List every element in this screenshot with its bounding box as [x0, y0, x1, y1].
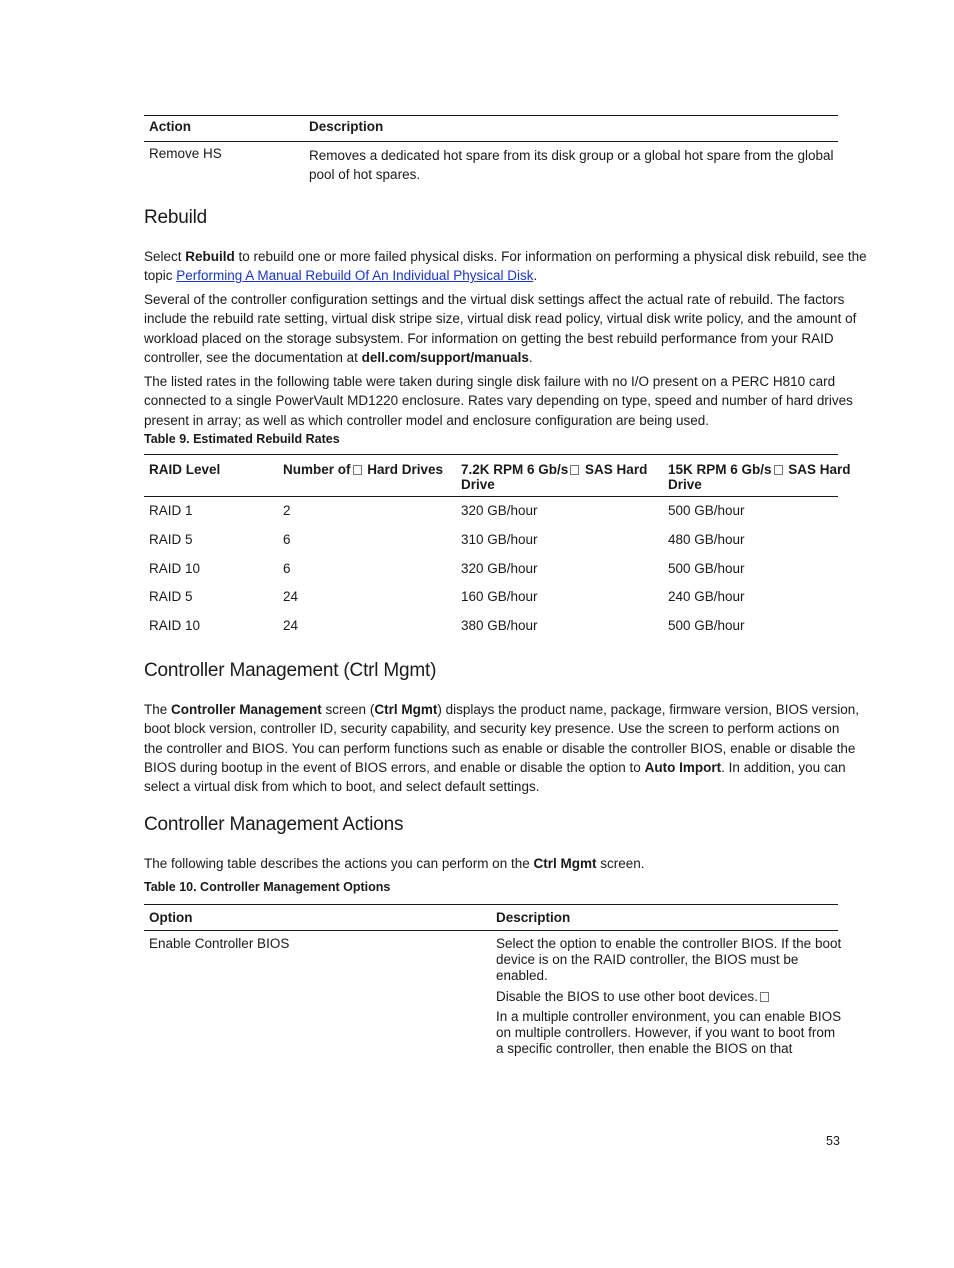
- th-description: Description: [496, 910, 571, 925]
- text-line: include the rebuild rate setting, virtual disk stripe size, virtual disk read policy, virtual disk write policy, and the amount of: [144, 311, 857, 327]
- th-15k: [668, 462, 851, 492]
- section-heading-ctrl-mgmt: Controller Management (Ctrl Mgmt): [144, 660, 437, 681]
- ctrl-mgmt-paragraph: [144, 700, 859, 796]
- cell-72k: 160 GB/hour: [461, 589, 538, 604]
- cell-15k: 500 GB/hour: [668, 561, 745, 576]
- text: BIOS during bootup in the event of BIOS errors, and enable or disable the option to: [144, 759, 645, 775]
- missing-glyph-icon: [570, 465, 579, 475]
- table-header-action: Action: [149, 119, 191, 134]
- table-header-description: Description: [309, 119, 384, 134]
- cell-15k: 500 GB/hour: [668, 503, 745, 518]
- table-row: [144, 532, 838, 561]
- text: The following table describes the actions you can perform on the: [144, 856, 534, 871]
- section-heading-ctrl-actions: Controller Management Actions: [144, 814, 404, 835]
- text-line: present in array; as well as which controller model and enclosure configuration are being used.: [144, 412, 710, 428]
- rebuild-rows: [144, 503, 838, 647]
- text: Disable the BIOS to use other boot devices.: [496, 989, 758, 1004]
- th-raid-level: RAID Level: [149, 462, 221, 477]
- section-heading-rebuild: Rebuild: [144, 207, 208, 228]
- cell-72k: 320 GB/hour: [461, 503, 538, 518]
- text: controller, see the documentation at: [144, 349, 362, 365]
- table-cell-description: [309, 146, 834, 185]
- rebuild-paragraph-1: [144, 247, 867, 286]
- cell-option: Enable Controller BIOS: [149, 936, 290, 951]
- text-line: enabled.: [496, 968, 548, 983]
- ui-term: Controller Management: [171, 702, 322, 717]
- missing-glyph-icon: [774, 465, 783, 475]
- cell-raid: RAID 10: [149, 618, 201, 633]
- text: 7.2K RPM 6 Gb/s: [461, 462, 569, 477]
- table-rule: [144, 141, 838, 142]
- text-line: boot block version, controller ID, security capability, and security key presence. Use the screen to perform actions on: [144, 721, 840, 737]
- text-line: Select the option to enable the controller BIOS. If the boot: [496, 936, 842, 951]
- text: SAS Hard: [784, 462, 851, 477]
- cell-raid: RAID 1: [149, 503, 193, 518]
- text: .: [528, 349, 533, 365]
- text-line: a specific controller, then enable the BIOS on that: [496, 1041, 793, 1056]
- cell-raid: RAID 10: [149, 561, 201, 576]
- text: topic: [144, 268, 177, 284]
- cell-15k: 480 GB/hour: [668, 532, 745, 547]
- text: Drive: [461, 477, 495, 492]
- table-rule: [144, 115, 838, 116]
- text: .: [533, 268, 538, 284]
- link-manual-rebuild[interactable]: Performing A Manual Rebuild Of An Individual Physical Disk: [176, 268, 534, 284]
- missing-glyph-icon: [760, 992, 769, 1002]
- text: to rebuild one or more failed physical disks. For information on performing a physical disk rebuild, see the: [234, 249, 867, 264]
- rebuild-paragraph-2: [144, 290, 856, 367]
- text: screen.: [596, 856, 645, 871]
- cell-drives: 6: [283, 532, 291, 547]
- desc-line: Removes a dedicated hot spare from its disk group or a global hot spare from the global: [309, 148, 834, 163]
- th-number-drives: [283, 462, 443, 477]
- table-rule: [144, 454, 838, 455]
- text-line: device is on the RAID controller, the BIOS must be: [496, 952, 799, 967]
- table-caption-9: Table 9. Estimated Rebuild Rates: [144, 432, 340, 446]
- text: The: [144, 702, 172, 717]
- text: SAS Hard: [581, 462, 648, 477]
- table-cell-action: Remove HS: [149, 146, 222, 161]
- cell-72k: 310 GB/hour: [461, 532, 538, 547]
- table-rule: [144, 904, 838, 905]
- table-row: [144, 589, 838, 618]
- manuals-url: dell.com/support/manuals: [361, 349, 529, 365]
- text-line: Several of the controller configuration settings and the virtual disk settings affect the actual rate of rebuild. The factors: [144, 292, 845, 307]
- text: ) displays the product name, package, firmware version, BIOS version,: [437, 702, 860, 717]
- cell-drives: 6: [283, 561, 291, 576]
- ui-term: Ctrl Mgmt: [374, 702, 438, 717]
- cell-drives: 24: [283, 618, 299, 633]
- text: Drive: [668, 477, 702, 492]
- text: Number of: [283, 462, 351, 477]
- desc-line: pool of hot spares.: [309, 167, 421, 183]
- text: screen (: [321, 702, 375, 717]
- text-line: select a virtual disk from which to boot, and select default settings.: [144, 779, 540, 795]
- ctrl-actions-paragraph: [144, 854, 645, 873]
- text-line: In a multiple controller environment, you can enable BIOS: [496, 1009, 842, 1024]
- ui-term-rebuild: Rebuild: [185, 249, 235, 264]
- table-row: [144, 561, 838, 589]
- text-line: workload placed on the storage subsystem. For information on getting the best rebuild performance from your RAID: [144, 330, 834, 346]
- text: . In addition, you can: [721, 759, 846, 775]
- text-line: connected to a single PowerVault MD1220 enclosure. Rates vary depending on type, speed and number of hard drives: [144, 393, 853, 409]
- ui-term: Ctrl Mgmt: [533, 856, 597, 871]
- cell-raid: RAID 5: [149, 589, 193, 604]
- rebuild-paragraph-3: [144, 372, 853, 430]
- table-rule: [144, 496, 838, 497]
- text-line: on multiple controllers. However, if you want to boot from: [496, 1025, 836, 1040]
- th-72k: [461, 462, 647, 492]
- cell-72k: 380 GB/hour: [461, 618, 538, 633]
- cell-option-description: [496, 936, 841, 1057]
- text-line: The listed rates in the following table were taken during single disk failure with no I/O present on a PERC H810 card: [144, 374, 836, 389]
- cell-15k: 240 GB/hour: [668, 589, 745, 604]
- cell-72k: 320 GB/hour: [461, 561, 538, 576]
- page-number: 53: [826, 1134, 840, 1148]
- table-caption-10: Table 10. Controller Management Options: [144, 880, 391, 894]
- table-rule: [144, 930, 838, 931]
- cell-drives: 24: [283, 589, 299, 604]
- table-row: [144, 503, 838, 532]
- text: 15K RPM 6 Gb/s: [668, 462, 772, 477]
- text: Select: [144, 249, 186, 264]
- text-line: the controller and BIOS. You can perform functions such as enable or disable the controller BIOS, enable or disable the: [144, 740, 856, 756]
- cell-15k: 500 GB/hour: [668, 618, 745, 633]
- cell-raid: RAID 5: [149, 532, 193, 547]
- table-row: [144, 618, 838, 647]
- ui-term: Auto Import: [644, 759, 722, 775]
- cell-drives: 2: [283, 503, 291, 518]
- missing-glyph-icon: [353, 465, 362, 475]
- text: Hard Drives: [363, 462, 444, 477]
- th-option: Option: [149, 910, 193, 925]
